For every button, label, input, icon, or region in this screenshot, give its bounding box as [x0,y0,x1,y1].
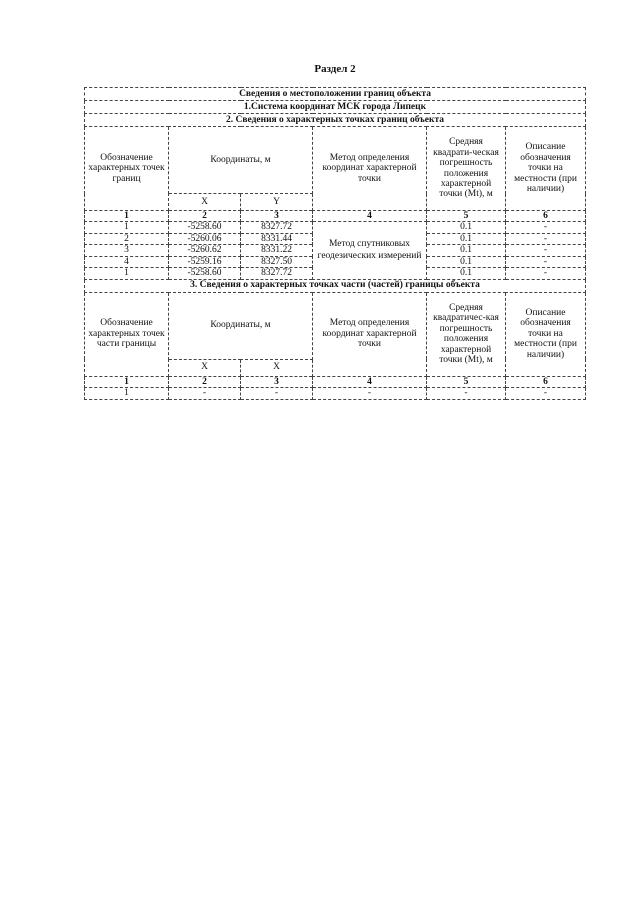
coord-x: -5260.62 [169,245,241,256]
mean-error: 0.1 [427,256,506,267]
coord-x: - [169,388,241,399]
part3-header-method: Метод определения координат характерной точки [313,292,427,376]
coord-y: 8327.50 [241,256,313,267]
part2-header-x: X [169,194,241,211]
mean-error: 0.1 [427,245,506,256]
part3-col-number: 1 [85,376,169,387]
part3-col-number: 6 [506,376,586,387]
part2-header-method: Метод определения координат характерной точки [313,127,427,211]
part2-header-point: Обозначение характерных точек границ [85,127,169,211]
section-heading: Раздел 2 [314,63,356,75]
part3-header-point: Обозначение характерных точек части границы [85,292,169,376]
part2-header-coords: Координаты, м [169,127,313,194]
part3-header-x: X [169,359,241,376]
point-number: 4 [85,256,169,267]
part2-col-number: 2 [169,211,241,222]
point-number: 1 [85,268,169,279]
point-number: 2 [85,233,169,244]
table-row [85,222,586,233]
coord-x: -5258.60 [169,268,241,279]
part2-col-number: 3 [241,211,313,222]
part2-title: 2. Сведения о характерных точках границ объекта [85,114,586,127]
coord-x: -5259.16 [169,256,241,267]
part2-col-number: 4 [313,211,427,222]
part3-header-y: X [241,359,313,376]
part2-col-number: 6 [506,211,586,222]
part3-title: 3. Сведения о характерных точках части (частей) границы объекта [85,279,586,292]
part3-header-coords: Координаты, м [169,292,313,359]
part3-col-number: 4 [313,376,427,387]
table-title: Сведения о местоположении границ объекта [85,88,586,101]
coord-system-row: 1.Система координат МСК города Липецк [85,101,586,114]
point-description: - [506,222,586,233]
part2-col-number: 1 [85,211,169,222]
coord-x: -5260.06 [169,233,241,244]
method-value: - [313,388,427,399]
coord-y: 8327.72 [241,222,313,233]
mean-error: 0.1 [427,222,506,233]
part2-header-description: Описание обозначения точки на местности (при наличии) [506,127,586,211]
mean-error: 0.1 [427,233,506,244]
mean-error: - [427,388,506,399]
point-description: - [506,388,586,399]
boundary-info-table [84,87,586,400]
coord-y: 8327.72 [241,268,313,279]
point-number: 3 [85,245,169,256]
part2-col-number: 5 [427,211,506,222]
part3-header-error: Средняя квадратичес-кая погрешность положения характерной точки (Mt), м [427,292,506,376]
mean-error: 0.1 [427,268,506,279]
part2-header-y: Y [241,194,313,211]
point-number: 1 [85,388,169,399]
method-value: Метод спутниковых геодезических измерений [313,222,427,279]
part3-col-number: 3 [241,376,313,387]
point-number: 1 [85,222,169,233]
table-row [85,388,586,399]
coord-x: -5258.60 [169,222,241,233]
coord-y: 8331.22 [241,245,313,256]
point-description: - [506,245,586,256]
point-description: - [506,233,586,244]
point-description: - [506,268,586,279]
part3-header-description: Описание обозначения точки на местности (при наличии) [506,292,586,376]
part2-header-error: Средняя квадрати-ческая погрешность положения характерной точки (Mt), м [427,127,506,211]
coord-y: 8331.44 [241,233,313,244]
point-description: - [506,256,586,267]
part3-col-number: 2 [169,376,241,387]
coord-y: - [241,388,313,399]
part3-col-number: 5 [427,376,506,387]
